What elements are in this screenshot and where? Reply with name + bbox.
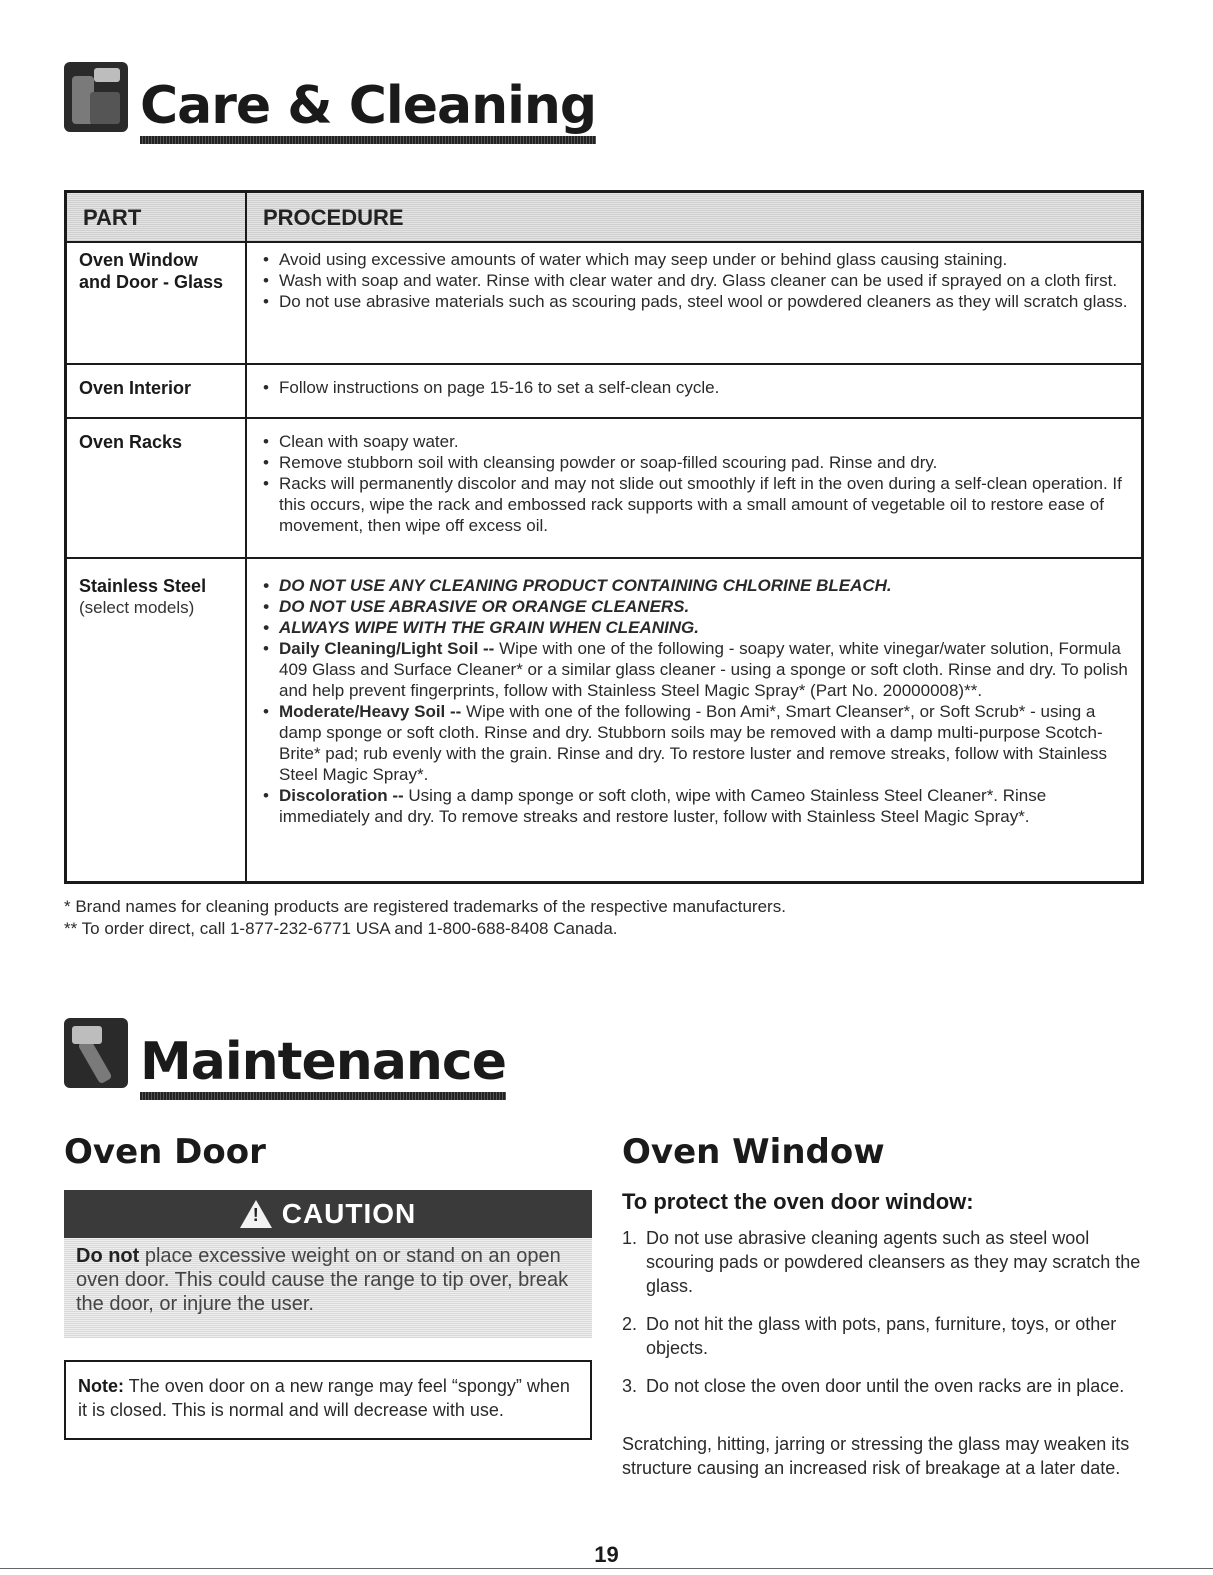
part-label: Oven Racks [79, 432, 183, 452]
maintenance-title: Maintenance [140, 1036, 506, 1088]
bottom-rule [0, 1568, 1213, 1569]
caution-box [64, 1190, 592, 1338]
step-number: 2. [622, 1314, 638, 1334]
warning-icon: ! [240, 1200, 272, 1228]
warning-item: • DO NOT USE ANY CLEANING PRODUCT CONTAINING CHLORINE BLEACH. [259, 575, 1131, 596]
procedure-item-text: Wipe with one of the following - Bon Ami*, Smart Cleanser*, or Soft Scrub* - using a damp sponge or soft cloth. Rinse and dry. Stubborn soils may be removed with a damp multi-purpose Scotch-Brite* pad; rub evenly with the grain. Rinse and dry. To restore luster and remove streaks, follow with Stainless Steel Magic Spray*. [279, 702, 1108, 784]
part-sublabel: (select models) [79, 598, 195, 617]
spray-bottle-icon [64, 62, 128, 132]
procedure-item [259, 701, 1131, 785]
caution-header [64, 1190, 592, 1238]
oven-window-steps [622, 1226, 1142, 1412]
step-text: Do not use abrasive cleaning agents such as steel wool scouring pads or powdered cleansers as they may scratch the glass. [646, 1228, 1141, 1296]
footnote-order: ** To order direct, call 1-877-232-6771 USA and 1-800-688-8408 Canada. [64, 919, 618, 938]
oven-window-subtitle: To protect the oven door window: [622, 1189, 974, 1214]
part-label: Stainless Steel [79, 576, 207, 596]
step-number: 1. [622, 1228, 638, 1248]
procedure-item: • Wash with soap and water. Rinse with clear water and dry. Glass cleaner can be used if sprayed on a cloth first. [259, 270, 1131, 291]
oven-window-title: Oven Window [622, 1132, 885, 1172]
table-row [67, 419, 1141, 559]
procedure-item: • Follow instructions on page 15-16 to set a self-clean cycle. [259, 377, 1131, 398]
step-text: Do not hit the glass with pots, pans, furniture, toys, or other objects. [646, 1314, 1117, 1358]
table-row [67, 365, 1141, 419]
warning-item: • ALWAYS WIPE WITH THE GRAIN WHEN CLEANING. [259, 617, 1131, 638]
procedure-item: • Do not use abrasive materials such as scouring pads, steel wool or powdered cleaners as they will scratch glass. [259, 291, 1131, 312]
footnote-brands: * Brand names for cleaning products are registered trademarks of the respective manufacturers. [64, 897, 786, 916]
step-number: 3. [622, 1376, 638, 1396]
part-column-header: PART [67, 193, 247, 241]
procedure-item: • Remove stubborn soil with cleansing powder or soap-filled scouring pad. Rinse and dry. [259, 452, 1131, 473]
procedure-item-heading: Moderate/Heavy Soil -- [279, 702, 462, 721]
note-box [64, 1360, 592, 1440]
procedure-item-text: Wipe with one of the following - soapy water, white vinegar/water solution, Formula 409 Glass and Surface Cleaner* or a similar glass cleaner - using a sponge or soft cloth. Rinse and dry. To polish and help prevent fingerprints, follow with Stainless Steel Magic Spray* (Part No. 20000008)**. [279, 639, 1128, 700]
part-label: Oven Interior [79, 378, 192, 398]
note-text: The oven door on a new range may feel “spongy” when it is closed. This is normal and will decrease with use. [78, 1376, 570, 1420]
caution-text [64, 1238, 592, 1322]
caution-body: place excessive weight on or stand on an open oven door. This could cause the range to tip over, break the door, or injure the user. [76, 1245, 569, 1315]
procedure-item: • Avoid using excessive amounts of water which may seep under or behind glass causing staining. [259, 249, 1131, 270]
warning-item: • DO NOT USE ABRASIVE OR ORANGE CLEANERS. [259, 596, 1131, 617]
procedure-item: • Racks will permanently discolor and may not slide out smoothly if left in the oven during a self-clean operation. If this occurs, wipe the rack and embossed rack supports with a small amount of vegetable oil to restore ease of movement, then wipe off excess oil. [259, 473, 1131, 536]
care-table [64, 190, 1144, 884]
step-text: Do not close the oven door until the oven racks are in place. [646, 1376, 1125, 1396]
care-cleaning-title: Care & Cleaning [140, 80, 596, 132]
table-row [67, 243, 1141, 365]
procedure-item [259, 638, 1131, 701]
table-row [67, 559, 1141, 881]
oven-door-title: Oven Door [64, 1132, 266, 1172]
procedure-item-heading: Daily Cleaning/Light Soil -- [279, 639, 495, 658]
list-item [622, 1374, 1142, 1398]
list-item [622, 1226, 1142, 1298]
caution-label: CAUTION [281, 1198, 417, 1229]
note-label: Note: [78, 1376, 124, 1396]
wrench-icon [64, 1018, 128, 1088]
list-item [622, 1312, 1142, 1360]
page-number: 19 [594, 1542, 619, 1567]
caution-bold: Do not [76, 1245, 140, 1267]
procedure-column-header: PROCEDURE [263, 205, 404, 230]
procedure-item-text: Using a damp sponge or soft cloth, wipe with Cameo Stainless Steel Cleaner*. Rinse immediately and dry. To remove streaks and restore luster, follow with Stainless Steel Magic Spray*. [279, 786, 1047, 826]
maintenance-header [64, 1018, 507, 1092]
procedure-item: • Clean with soapy water. [259, 431, 1131, 452]
table-header [67, 193, 1141, 243]
care-cleaning-header [64, 62, 597, 136]
part-label: Oven Window and Door - Glass [79, 250, 224, 292]
procedure-item [259, 785, 1131, 827]
procedure-item-heading: Discoloration -- [279, 786, 404, 805]
oven-window-paragraph: Scratching, hitting, jarring or stressing the glass may weaken its structure causing an increased risk of breakage at a later date. [622, 1434, 1130, 1478]
